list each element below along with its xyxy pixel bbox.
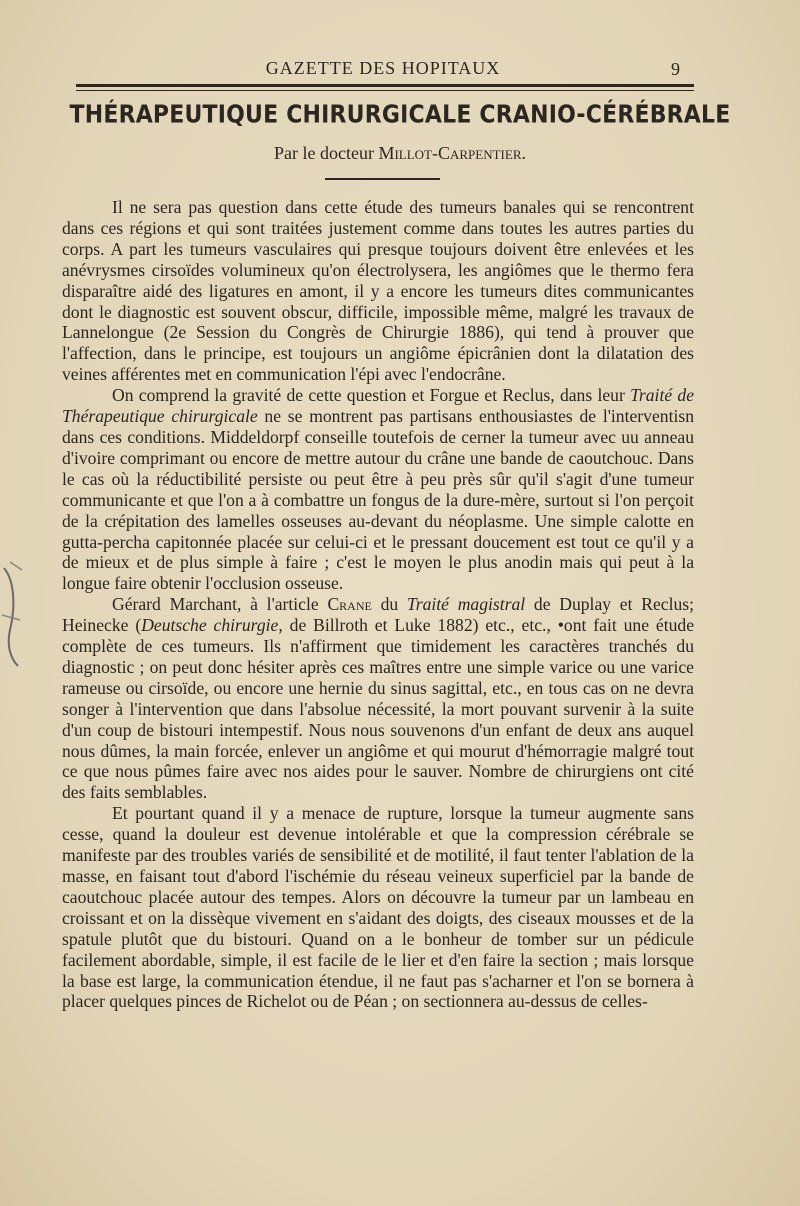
header-rule-thin bbox=[76, 90, 694, 91]
book-title-traite-therapeutique: Traité de Thérapeutique chirurgicale bbox=[62, 385, 695, 427]
paragraph-3-part-c: de Duplay et Reclus; Heinecke ( bbox=[62, 594, 695, 636]
paragraph-3-part-b: du bbox=[371, 594, 407, 615]
title-separator-rule bbox=[325, 178, 440, 180]
book-title-deutsche-chirurgie: Deutsche chirurgie bbox=[141, 615, 279, 636]
paragraph-2-part-b: ne se montrent pas partisans enthousiastes de l'interventisn dans ces conditions. Middeldorpf conseille toutefois de cerner la tumeur avec uu anneau d'ivoire comprimant ou encore de mettre autour du crâne une bande de caoutchouc. Dans le cas où la réductibilité persiste ou peut être à peu près sûr qu'il s'agit d'une tumeur communicante et que l'on a à combattre un fongus de la dure-mère, surtout si l'on perçoit de la crépitation des lamelles osseuses au-devant du néoplasme. Une simple calotte en gutta-percha capitonnée placée sur celui-ci et le pressant doucement est tout ce qu'il y a de mieux et de plus simple à faire ; c'est le moyen le plus anodin mais qui peut à la longue faire obtenir l'occlusion osseuse. bbox=[62, 406, 694, 594]
author-name: Millot-Carpentier. bbox=[378, 143, 526, 163]
header-rule-thick bbox=[76, 84, 694, 87]
running-header bbox=[72, 58, 694, 82]
page-number: 9 bbox=[671, 59, 680, 79]
paragraph-1: Il ne sera pas question dans cette étude des tumeurs banales qui se rencontrent dans ces régions et qui sont traitées justement comme dans toutes les autres parties du corps. A part les tumeurs vasculaires qui presque toujours doivent être enlevées et les anévrysmes cirsoïdes volumineux qu'on électrolysera, les angiômes que le thermo fera disparaître aidé des ligatures en amont, il y a encore les tumeurs dites communicantes dont le diagnostic est souvent obscur, difficile, impossible même, malgré les travaux de Lannelongue (2e Session du Congrès de Chirurgie 1886), qui tend à prouver que l'affection, dans le principe, est toujours un angiôme épicrânien dont la dilatation des veines afférentes met en communication l'épi avec l'endocrâne. bbox=[62, 197, 694, 385]
paragraph-3 bbox=[62, 594, 694, 803]
paragraph-2 bbox=[62, 385, 694, 594]
book-title-traite-magistral: Traité magistral bbox=[406, 594, 526, 615]
article-body bbox=[62, 197, 694, 1012]
article-title: THÉRAPEUTIQUE CHIRURGICALE CRANIO-CÉRÉBRALE bbox=[69, 101, 731, 129]
paragraph-3-part-a: Gérard Marchant, à l'article bbox=[112, 594, 328, 615]
binding-clip-mark bbox=[0, 560, 26, 670]
article-byline bbox=[60, 143, 740, 164]
running-title: GAZETTE DES HOPITAUX bbox=[265, 58, 501, 78]
paragraph-2-part-a: On comprend la gravité de cette question et Forgue et Reclus, dans leur bbox=[112, 385, 631, 406]
paragraph-3-part-d: , de Billroth et Luke 1882) etc., etc., •ont fait une étude complète de ces tumeurs. Ils n'affirment que timidement les caractères tranchés du diagnostic ; on peut donc hésiter après ces maîtres entre une simple varice ou une varice rameuse ou cirsoïde, ou encore une hernie du sinus sagittal, etc., en tous cas on ne devra songer à l'intervention que dans l'absolue nécessité, la mort pouvant survenir à la suite d'un coup de bistouri intempestif. Nous nous souvenons d'un enfant de deux ans auquel nous dûmes, la main forcée, enlever un angiôme et qui mourut d'hémorragie malgré tout ce que nous pûmes faire avec nos aides pour le sauver. Nombre de chirurgiens ont cité des faits semblables. bbox=[62, 615, 695, 803]
byline-prefix: Par le docteur bbox=[273, 143, 379, 163]
paragraph-4: Et pourtant quand il y a menace de rupture, lorsque la tumeur augmente sans cesse, quand la douleur est devenue intolérable et que la compression cérébrale se manifeste par des troubles variés de sensibilité et de motilité, il faut tenter l'ablation de la masse, en faisant tout d'abord l'ischémie du réseau veineux superficiel par la bande de caoutchouc placée autour des tempes. Alors on découvre la tumeur par un lambeau en croissant et on la dissèque vivement en s'aidant des doigts, des ciseaux mousses et de la spatule plutôt que du bistouri. Quand on a le bonheur de tomber sur un pédicule facilement abordable, simple, il est facile de le lier et d'en faire la section ; mais lorsque la base est large, la communication étendue, il ne faut pas s'acharner et l'on se bornera à placer quelques pinces de Richelot ou de Péan ; on sectionnera au-dessus de celles- bbox=[62, 803, 694, 1012]
article-term-crane: Crane bbox=[327, 594, 372, 615]
